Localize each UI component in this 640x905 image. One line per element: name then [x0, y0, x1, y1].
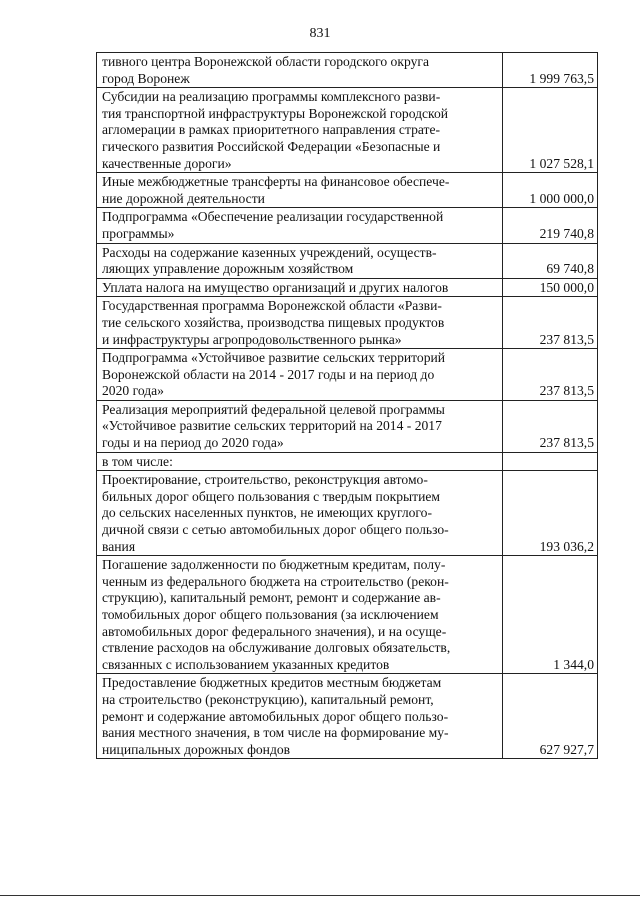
table-row: [97, 452, 598, 471]
table-row: [97, 53, 598, 88]
expense-amount: 1 027 528,1: [503, 88, 598, 173]
expense-amount: 237 813,5: [503, 349, 598, 401]
expense-item-line: тие сельского хозяйства, производства пищевых продуктов: [102, 314, 445, 330]
expense-item-line: ченным из федерального бюджета на строительство (рекон-: [102, 573, 449, 589]
expense-amount: 627 927,7: [503, 674, 598, 759]
expense-item-line: струкцию), капитальный ремонт, ремонт и содержание ав-: [102, 590, 441, 606]
table-row: [97, 297, 598, 349]
expense-item-line: «Устойчивое развитие сельских территорий на 2014 - 2017: [102, 418, 442, 434]
table-row: [97, 400, 598, 452]
expense-amount: 1 999 763,5: [503, 53, 598, 88]
table-row: [97, 349, 598, 401]
table-row: [97, 208, 598, 243]
expense-item-name: [97, 556, 503, 674]
expense-item-line: годы и на период до 2020 года»: [102, 435, 284, 451]
expense-item-line: тия транспортной инфраструктуры Воронежской городской: [102, 105, 449, 121]
expense-item-name: [97, 400, 503, 452]
table-row: [97, 674, 598, 759]
expense-item-name: [97, 452, 503, 471]
expense-item-line: город Воронеж: [102, 70, 190, 86]
expense-item-line: вания: [102, 538, 136, 554]
table-row: [97, 471, 598, 556]
expense-item-line: Иные межбюджетные трансферты на финансовое обеспече-: [102, 174, 450, 190]
expense-item-line: автомобильных дорог федерального значения), и на осуще-: [102, 623, 447, 639]
budget-table: [96, 52, 598, 759]
expense-item-line: Субсидии на реализацию программы комплексного разви-: [102, 89, 441, 105]
expense-item-name: [97, 208, 503, 243]
table-row: [97, 173, 598, 208]
expense-item-line: Подпрограмма «Устойчивое развитие сельских территорий: [102, 350, 446, 366]
expense-item-line: в том числе:: [102, 453, 173, 469]
expense-item-line: томобильных дорог общего пользования (за исключением: [102, 607, 439, 622]
page-bottom-rule: [0, 895, 640, 896]
expense-item-line: тивного центра Воронежской области городского округа: [102, 54, 429, 69]
expense-item-name: [97, 278, 503, 297]
expense-amount: 1 000 000,0: [503, 173, 598, 208]
table-row: [97, 278, 598, 297]
expense-item-line: дичной связи с сетью автомобильных дорог общего пользо-: [102, 522, 449, 538]
expense-item-line: Реализация мероприятий федеральной целевой программы: [102, 401, 445, 417]
expense-item-line: Воронежской области на 2014 - 2017 годы и на период до: [102, 366, 435, 382]
expense-item-name: [97, 243, 503, 278]
budget-table-body: [97, 53, 598, 759]
expense-item-line: до сельских населенных пунктов, не имеющих круглого-: [102, 505, 432, 521]
expense-item-line: ремонт и содержание автомобильных дорог общего пользо-: [102, 708, 449, 724]
expense-amount: 237 813,5: [503, 297, 598, 349]
expense-amount: [503, 452, 598, 471]
table-row: [97, 243, 598, 278]
expense-item-line: и инфраструктуры агропродовольственного рынка»: [102, 331, 402, 347]
expense-item-name: [97, 88, 503, 173]
expense-item-name: [97, 674, 503, 759]
page-number: 831: [309, 26, 331, 41]
table-row: [97, 556, 598, 674]
expense-item-line: Расходы на содержание казенных учреждений, осуществ-: [102, 244, 437, 260]
expense-item-line: Проектирование, строительство, реконструкция автомо-: [102, 472, 428, 488]
expense-item-line: бильных дорог общего пользования с твердым покрытием: [102, 488, 441, 504]
expense-item-line: Подпрограмма «Обеспечение реализации государственной: [102, 209, 444, 225]
expense-item-line: качественные дороги»: [102, 155, 232, 171]
table-row: [97, 88, 598, 173]
expense-item-name: [97, 53, 503, 88]
expense-item-line: Погашение задолженности по бюджетным кредитам, полу-: [102, 557, 446, 573]
expense-amount: 69 740,8: [503, 243, 598, 278]
expense-item-line: ляющих управление дорожным хозяйством: [102, 261, 354, 277]
expense-item-line: вания местного значения, в том числе на формирование му-: [102, 725, 449, 741]
expense-amount: 150 000,0: [503, 278, 598, 297]
expense-item-line: на строительство (реконструкцию), капитальный ремонт,: [102, 691, 434, 707]
expense-item-line: Государственная программа Воронежской области «Разви-: [102, 298, 442, 314]
expense-item-line: Уплата налога на имущество организаций и других налогов: [102, 279, 449, 295]
expense-item-line: ствление расходов на обслуживание долговых обязательств,: [102, 640, 451, 656]
expense-item-line: гического развития Российской Федерации «Безопасные и: [102, 138, 441, 154]
expense-amount: 237 813,5: [503, 400, 598, 452]
expense-item-name: [97, 297, 503, 349]
expense-amount: 219 740,8: [503, 208, 598, 243]
expense-amount: 193 036,2: [503, 471, 598, 556]
expense-item-line: агломерации в рамках приоритетного направления страте-: [102, 122, 441, 138]
expense-item-line: ниципальных дорожных фондов: [102, 741, 291, 757]
expense-item-name: [97, 471, 503, 556]
expense-item-line: программы»: [102, 225, 175, 241]
expense-item-line: Предоставление бюджетных кредитов местным бюджетам: [102, 675, 442, 691]
expense-item-line: связанных с использованием указанных кредитов: [102, 656, 390, 672]
expense-amount: 1 344,0: [503, 556, 598, 674]
expense-item-name: [97, 173, 503, 208]
expense-item-line: 2020 года»: [102, 383, 164, 399]
expense-item-line: ние дорожной деятельности: [102, 190, 265, 206]
expense-item-name: [97, 349, 503, 401]
